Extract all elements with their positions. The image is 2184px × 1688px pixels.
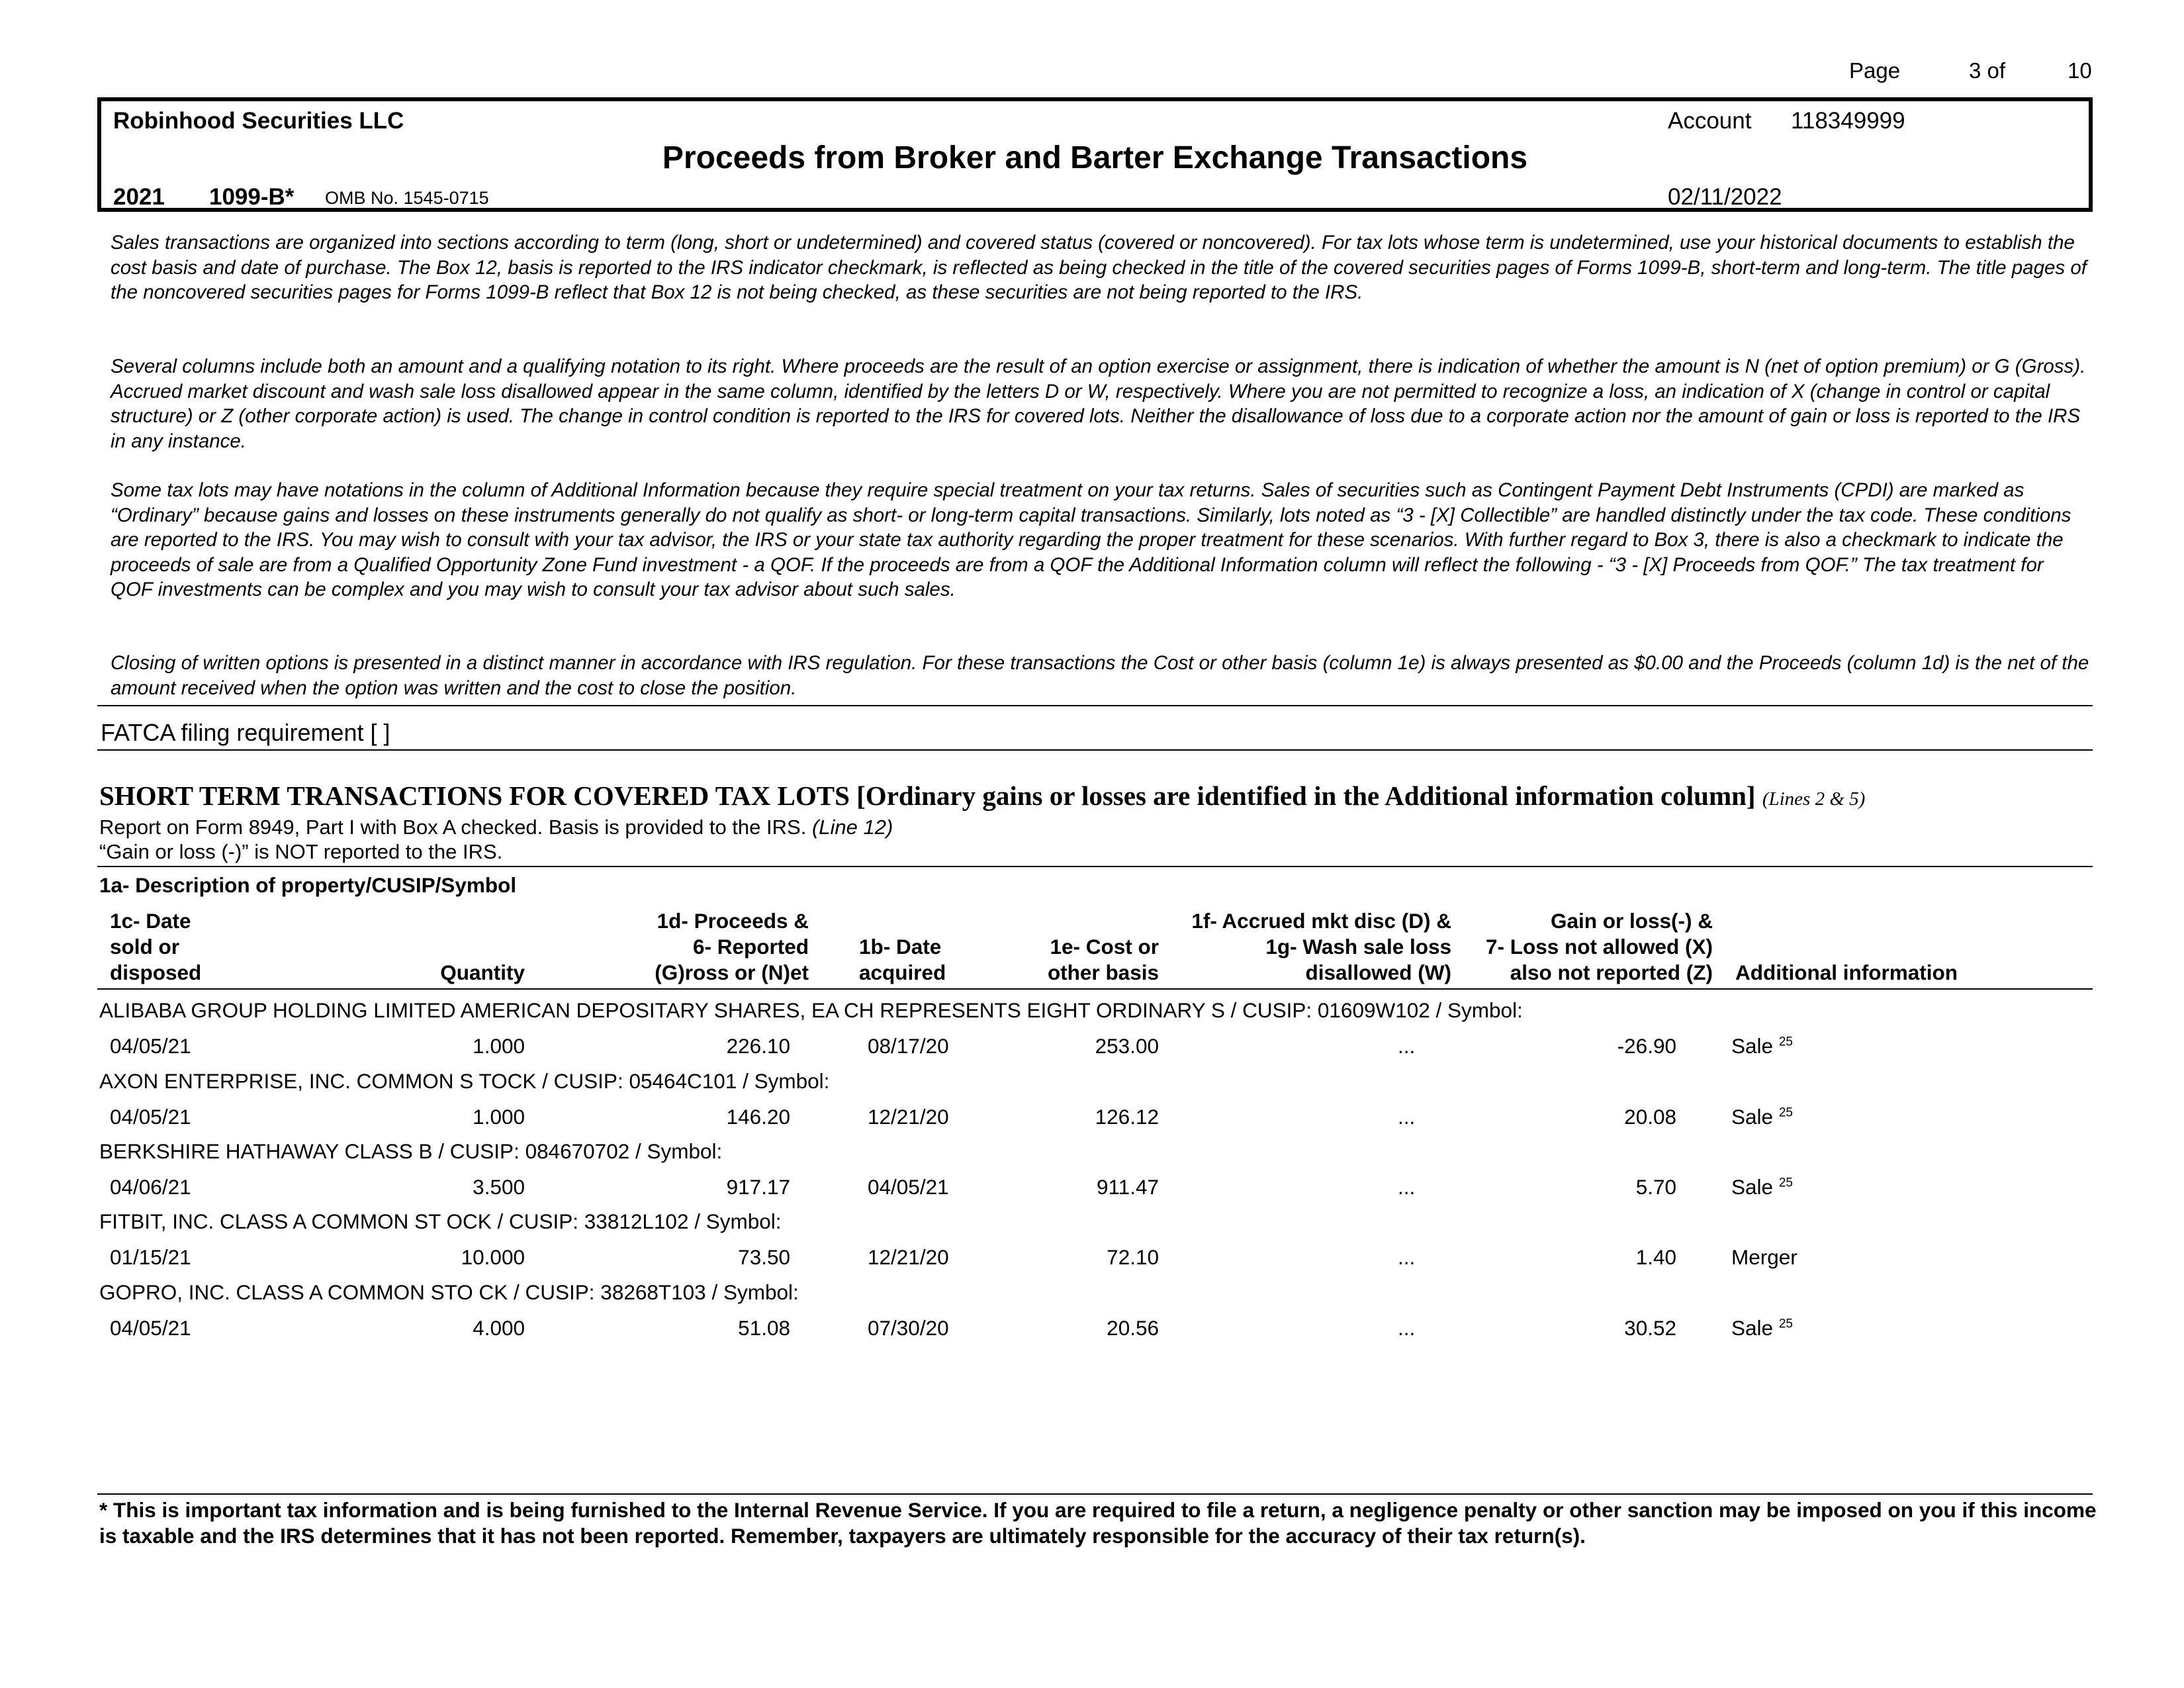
- info-text: Sale: [1731, 1034, 1774, 1058]
- intro-paragraph-4: Closing of written options is presented in a distinct manner in accordance with IRS regulation. For these transactions the Cost or other basis (column 1e) is always presented as $0.00 and the Proceeds (column 1d) is the net of the amount received when the option was written and the cost to close the position.: [111, 652, 2089, 699]
- column-cost-line: other basis: [1047, 961, 1159, 984]
- omb-number: OMB No. 1545-0715: [325, 188, 489, 208]
- cell-date-acquired: 04/05/21: [868, 1175, 949, 1199]
- column-accrued-line: 1f- Accrued mkt disc (D) &: [1191, 909, 1451, 933]
- form-header-box: [97, 97, 2093, 212]
- gain-note: “Gain or loss (-)” is NOT reported to the IRS.: [99, 840, 503, 863]
- column-date-sold-line: sold or: [110, 935, 180, 959]
- column-accrued-wash: [1125, 908, 1451, 986]
- cell-additional-info: [1731, 1105, 1793, 1129]
- cell-gain-loss: 1.40: [1635, 1245, 1676, 1269]
- cell-quantity: 1.000: [473, 1105, 525, 1129]
- cell-cost: 126.12: [1095, 1105, 1159, 1129]
- report-line-note: (Line 12): [811, 816, 893, 839]
- divider: [97, 866, 2093, 867]
- cell-date-sold: 04/06/21: [110, 1175, 191, 1199]
- column-gain-loss: [1456, 908, 1713, 986]
- column-date-acquired-line: acquired: [859, 961, 946, 984]
- intro-paragraph-3: Some tax lots may have notations in the column of Additional Information because they require special treatment on your tax returns. Sales of securities such as Contingent Payment Debt Instruments (CPDI) are marked as “Ordinary” because gains and losses on these instruments generally do not qualify as short- or long-term capital transactions. Similarly, lots noted as “3 - [X] Collectible” are handled distinctly under the tax code. These conditions are reported to the IRS. You may wish to consult with your tax advisor, the IRS or your state tax authority regarding the proper treatment for these scenarios. With further regard to Box 3, there is also a checkmark to indicate the proceeds of sale are from a Qualified Opportunity Zone Fund investment - a QOF. If the proceeds are from a QOF the Additional Information column will reflect the following - “3 - [X] Proceeds from QOF.” The tax treatment for QOF investments can be complex and you may wish to consult your tax advisor about such sales.: [111, 479, 2071, 600]
- cell-accrued: ...: [1398, 1175, 1416, 1199]
- cell-date-sold: 01/15/21: [110, 1245, 191, 1269]
- column-accrued-line: 1g- Wash sale loss: [1265, 935, 1451, 959]
- info-text: Sale: [1731, 1175, 1774, 1199]
- column-gain-line: also not reported (Z): [1510, 961, 1713, 984]
- cell-gain-loss: -26.90: [1617, 1034, 1676, 1058]
- form-number: 1099-B*: [209, 184, 295, 210]
- cell-accrued: ...: [1398, 1316, 1416, 1340]
- footnote-ref: 25: [1778, 1035, 1793, 1049]
- cell-gain-loss: 5.70: [1635, 1175, 1676, 1199]
- page-current: 3 of: [1969, 58, 2006, 83]
- column-proceeds: [596, 908, 809, 986]
- cell-date-acquired: 08/17/20: [868, 1034, 949, 1058]
- statement-date: 02/11/2022: [1668, 184, 1782, 210]
- info-text: Merger: [1731, 1245, 1797, 1269]
- cell-additional-info: [1731, 1245, 1797, 1270]
- cell-proceeds: 917.17: [726, 1175, 790, 1199]
- cell-date-acquired: 12/21/20: [868, 1245, 949, 1269]
- intro-paragraph-1: Sales transactions are organized into sections according to term (long, short or undetermined) and covered status (covered or noncovered). For tax lots whose term is undetermined, use your historical documents to establish the cost basis and date of purchase. The Box 12, basis is reported to the IRS indicator checkmark, is reflected as being checked in the title of the covered securities pages of Forms 1099-B, short-term and long-term. The title pages of the noncovered securities pages for Forms 1099-B reflect that Box 12 is not being checked, as these securities are not being reported to the IRS.: [111, 232, 2087, 303]
- info-text: Sale: [1731, 1316, 1774, 1340]
- column-proceeds-line: 1d- Proceeds &: [657, 909, 809, 933]
- cell-additional-info: [1731, 1316, 1793, 1340]
- report-line-text: Report on Form 8949, Part I with Box A checked. Basis is provided to the IRS.: [99, 816, 807, 839]
- report-line: [99, 816, 893, 839]
- footnote-ref: 25: [1778, 1317, 1793, 1331]
- column-date-sold-line: disposed: [110, 961, 202, 984]
- column-proceeds-line: (G)ross or (N)et: [655, 961, 809, 984]
- cell-date-acquired: 07/30/20: [868, 1316, 949, 1340]
- broker-name: Robinhood Securities LLC: [113, 108, 404, 134]
- cell-cost: 72.10: [1107, 1245, 1159, 1269]
- column-accrued-line: disallowed (W): [1305, 961, 1451, 984]
- tax-year: 2021: [113, 184, 165, 210]
- cell-cost: 911.47: [1096, 1175, 1159, 1199]
- cell-quantity: 4.000: [473, 1316, 525, 1340]
- column-date-sold-line: 1c- Date: [110, 909, 191, 933]
- section-title: [99, 780, 1865, 812]
- cell-date-sold: 04/05/21: [110, 1105, 191, 1129]
- footer-notice: * This is important tax information and is being furnished to the Internal Revenue Service. If you are required to file a return, a negligence penalty or other sanction may be imposed on you if this income is taxable and the IRS determines that it has not been reported. Remember, taxpayers are ultimately responsible for the accuracy of their tax return(s).: [99, 1498, 2097, 1548]
- cell-proceeds: 226.10: [726, 1034, 790, 1058]
- divider: [97, 1493, 2093, 1495]
- divider: [97, 705, 2093, 706]
- column-description: 1a- Description of property/CUSIP/Symbol: [99, 873, 517, 897]
- cell-cost: 253.00: [1095, 1034, 1159, 1058]
- column-date-acquired-line: 1b- Date: [859, 935, 942, 959]
- intro-paragraph-2: Several columns include both an amount and a qualifying notation to its right. Where proceeds are the result of an option exercise or assignment, there is indication of whether the amount is N (net of option premium) or G (Gross). Accrued market discount and wash sale loss disallowed appear in the same column, identified by the letters D or W, respectively. Where you are not permitted to recognize a loss, an indication of X (change in control or capital structure) or Z (other corporate action) is used. The change in control condition is reported to the IRS for covered lots. Neither the disallowance of loss due to a corporate action nor the amount of gain or loss is reported to the IRS in any instance.: [111, 355, 2086, 452]
- cell-date-acquired: 12/21/20: [868, 1105, 949, 1129]
- column-date-acquired: [859, 934, 946, 986]
- cell-proceeds: 51.08: [738, 1316, 790, 1340]
- cell-additional-info: [1731, 1175, 1793, 1199]
- cell-accrued: ...: [1398, 1245, 1416, 1269]
- cell-date-sold: 04/05/21: [110, 1034, 191, 1058]
- divider: [97, 749, 2093, 751]
- section-lines-note: (Lines 2 & 5): [1762, 788, 1866, 810]
- column-gain-line: Gain or loss(-) &: [1550, 909, 1713, 933]
- cell-proceeds: 73.50: [738, 1245, 790, 1269]
- security-name: ALIBABA GROUP HOLDING LIMITED AMERICAN DEPOSITARY SHARES, EA CH REPRESENTS EIGHT ORDINARY S / CUSIP: 01609W102 / Symbol:: [99, 998, 1523, 1022]
- account-number: 118349999: [1791, 108, 1905, 134]
- column-additional-info: Additional information: [1735, 961, 1958, 984]
- cell-quantity: 3.500: [473, 1175, 525, 1199]
- cell-accrued: ...: [1398, 1034, 1416, 1058]
- cell-proceeds: 146.20: [726, 1105, 790, 1129]
- footnote-ref: 25: [1778, 1176, 1793, 1190]
- cell-quantity: 1.000: [473, 1034, 525, 1058]
- cell-accrued: ...: [1398, 1105, 1416, 1129]
- divider: [97, 988, 2093, 990]
- page-total: 10: [2068, 58, 2092, 83]
- security-name: FITBIT, INC. CLASS A COMMON ST OCK / CUSIP: 33812L102 / Symbol:: [99, 1209, 782, 1233]
- form-title: Proceeds from Broker and Barter Exchange Transactions: [662, 140, 1528, 175]
- column-cost-line: 1e- Cost or: [1050, 935, 1159, 959]
- security-name: AXON ENTERPRISE, INC. COMMON S TOCK / CUSIP: 05464C101 / Symbol:: [99, 1069, 830, 1093]
- column-proceeds-line: 6- Reported: [692, 935, 809, 959]
- cell-gain-loss: 20.08: [1624, 1105, 1676, 1129]
- column-quantity: Quantity: [440, 961, 525, 984]
- cell-cost: 20.56: [1107, 1316, 1159, 1340]
- footnote-ref: 25: [1778, 1105, 1793, 1120]
- cell-gain-loss: 30.52: [1624, 1316, 1676, 1340]
- fatca-requirement: FATCA filing requirement [ ]: [101, 719, 390, 746]
- column-gain-line: 7- Loss not allowed (X): [1485, 935, 1713, 959]
- page-label: Page: [1849, 58, 1901, 83]
- security-name: BERKSHIRE HATHAWAY CLASS B / CUSIP: 084670702 / Symbol:: [99, 1139, 723, 1163]
- section-title-text: SHORT TERM TRANSACTIONS FOR COVERED TAX LOTS [Ordinary gains or losses are identified in the Additional information column]: [99, 780, 1756, 811]
- info-text: Sale: [1731, 1105, 1774, 1129]
- cell-additional-info: [1731, 1034, 1793, 1058]
- column-date-sold: [110, 908, 201, 986]
- cell-quantity: 10.000: [461, 1245, 525, 1269]
- cell-date-sold: 04/05/21: [110, 1316, 191, 1340]
- security-name: GOPRO, INC. CLASS A COMMON STO CK / CUSIP: 38268T103 / Symbol:: [99, 1280, 799, 1304]
- account-label: Account: [1668, 108, 1752, 134]
